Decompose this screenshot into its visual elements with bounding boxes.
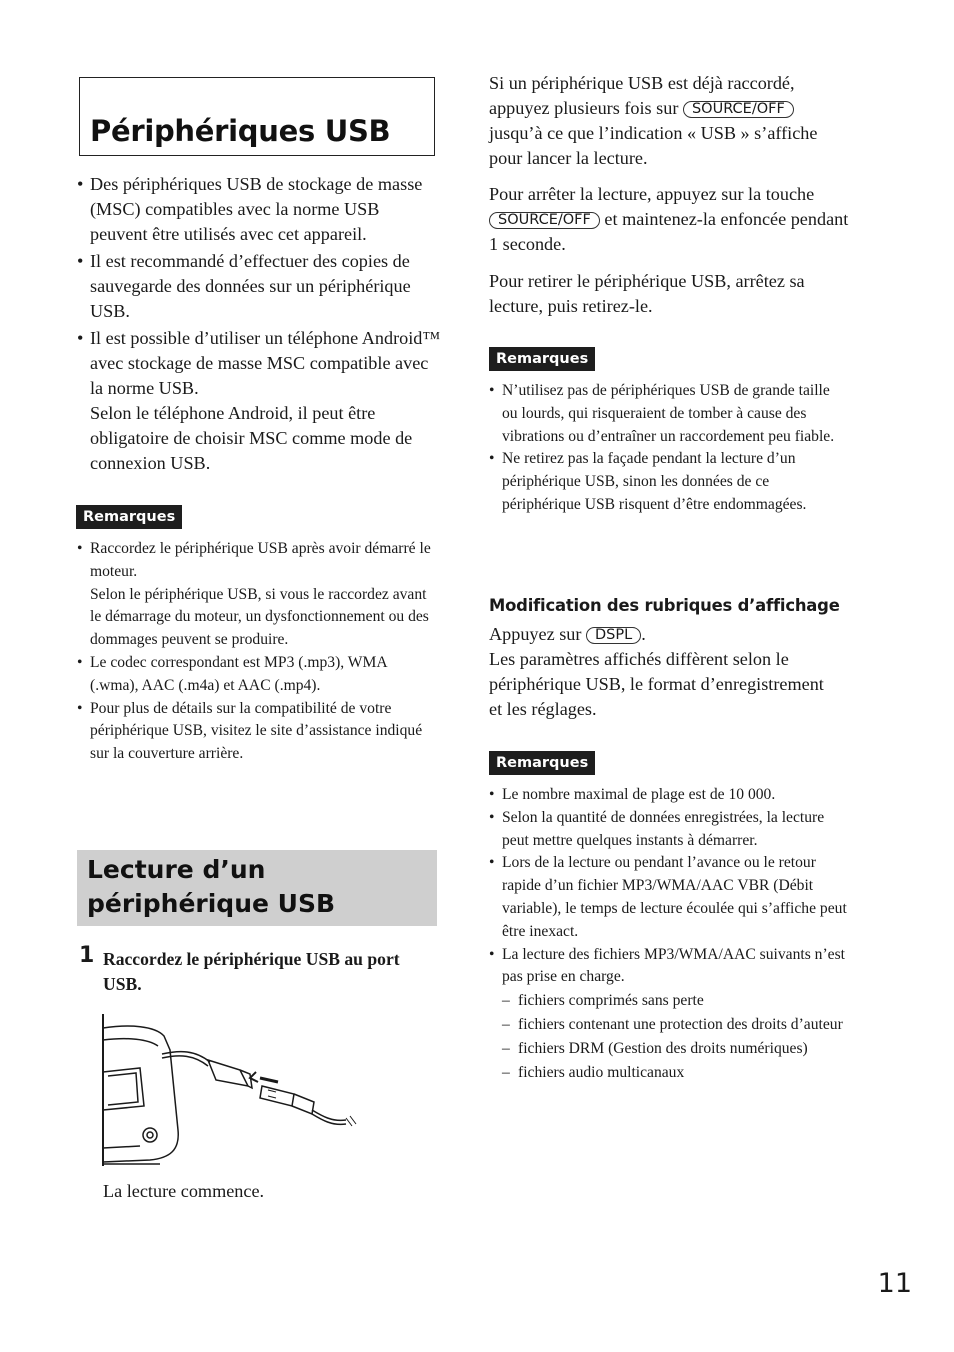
page-number: 11 (877, 1268, 912, 1299)
dspl-key-label: DSPL (586, 627, 641, 644)
usb-connection-illustration (100, 1010, 360, 1170)
list-item: – fichiers DRM (Gestion des droits numériques) (502, 1038, 849, 1061)
list-item: – fichiers contenant une protection des droits d’auteur (502, 1014, 849, 1037)
notes-list-right-2 (491, 784, 849, 1084)
title-box (79, 77, 435, 156)
step-text: Raccordez le périphérique USB au port USB. (103, 949, 400, 994)
paragraph-display-settings: Les paramètres affichés diffèrent selon le périphérique USB, le format d’enregistrement et les réglages. (489, 649, 824, 719)
intro-list (79, 172, 441, 476)
list-item: • Des périphériques USB de stockage de masse (MSC) compatibles avec la norme USB peuvent être utilisés avec cet appareil. (79, 172, 441, 247)
notes-list-left (79, 538, 439, 766)
caption: La lecture commence. (103, 1181, 265, 1201)
source-off-key-label: SOURCE/OFF (683, 101, 794, 118)
notes-list-right-1 (491, 380, 849, 517)
list-item: • N’utilisez pas de périphériques USB de grande taille ou lourds, qui risqueraient de tomber à cause des vibrations ou d’entraîner un raccordement peu fiable. (491, 380, 849, 448)
source-off-key-label: SOURCE/OFF (489, 212, 600, 229)
paragraph-stop-playback: Pour arrêter la lecture, appuyez sur la touche SOURCE/OFF et maintenez-la enfoncée pendant 1 seconde. (489, 184, 849, 254)
list-item: • Pour plus de détails sur la compatibilité de votre périphérique USB, visitez le site d’assistance indiqué sur la couverture arrière. (79, 698, 439, 766)
step-number: 1 (79, 943, 95, 968)
subheading-display-items: Modification des rubriques d’affichage (489, 596, 840, 615)
paragraph-start-playback: Si un périphérique USB est déjà raccordé, appuyez plusieurs fois sur SOURCE/OFF jusqu’à ce que l’indication « USB » s’affiche pour lancer la lecture. (489, 73, 818, 168)
unsupported-files-list (502, 990, 849, 1084)
list-item: • Raccordez le périphérique USB après avoir démarré le moteur. Selon le périphérique USB, si vous le raccordez avant le démarrage du moteur, un dysfonctionnement ou des dommages peuvent se produire. (79, 538, 439, 652)
paragraph-remove-device: Pour retirer le périphérique USB, arrêtez sa lecture, puis retirez-le. (489, 271, 805, 316)
notes-label-right-1: Remarques (489, 347, 595, 371)
list-item: • Il est recommandé d’effectuer des copies de sauvegarde des données sur un périphérique USB. (79, 249, 441, 324)
list-item: • Selon la quantité de données enregistrées, la lecture peut mettre quelques instants à démarrer. (491, 807, 849, 853)
list-item: • La lecture des fichiers MP3/WMA/AAC suivants n’est pas prise en charge. – fichiers comprimés sans perte – fichiers contenant une protection des droits d’auteur – fichiers DRM (Gestion des droits numériques) – fichiers audio multicanaux (491, 944, 849, 1085)
section-heading-box (77, 850, 437, 926)
list-item: – fichiers comprimés sans perte (502, 990, 849, 1013)
notes-label-left: Remarques (76, 505, 182, 529)
list-item: – fichiers audio multicanaux (502, 1062, 849, 1085)
list-item: • Le codec correspondant est MP3 (.mp3), WMA (.wma), AAC (.m4a) et AAC (.mp4). (79, 652, 439, 698)
list-item: • Lors de la lecture ou pendant l’avance ou le retour rapide d’un fichier MP3/WMA/AAC VBR (Débit variable), le temps de lecture écoulée qui s’affiche peut être inexact. (491, 852, 849, 943)
paragraph-press-dspl: Appuyez sur DSPL . (489, 624, 646, 644)
notes-label-right-2: Remarques (489, 751, 595, 775)
page-title: Périphériques USB (90, 114, 391, 148)
list-item: • Ne retirez pas la façade pendant la lecture d’un périphérique USB, sinon les données de ce périphérique USB risquent d’être endommagées. (491, 448, 849, 516)
list-item: • Le nombre maximal de plage est de 10 000. (491, 784, 849, 807)
list-item: • Il est possible d’utiliser un téléphone Android™ avec stockage de masse MSC compatible avec la norme USB. Selon le téléphone Android, il peut être obligatoire de choisir MSC comme mode de connexion USB. (79, 326, 441, 476)
section-heading: Lecture d’un périphérique USB (87, 855, 336, 918)
